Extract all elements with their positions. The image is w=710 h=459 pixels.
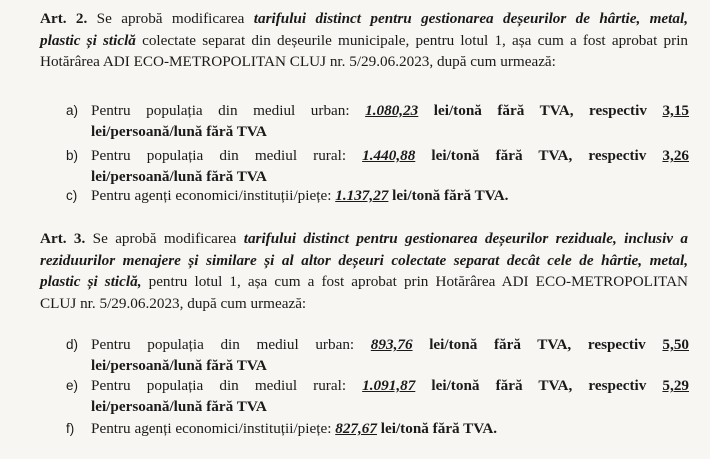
article-3-label: Art. 3. bbox=[40, 230, 86, 247]
price-per-ton: 893,76 bbox=[370, 336, 413, 353]
article-2-intro: Art. 2. Se aprobă modificarea tarifului distinct pentru gestionarea deșeurilor de hârtie, metal, plastic și sticlă colectate separat din deșeurile municipale, pentru lotul 1, așa cum a fost aprobat prin Hotărârea ADI ECO-METROPOLITAN CLUJ nr. 5/29.06.2023, după cum urmează: bbox=[40, 10, 689, 70]
article-3-intro: Art. 3. Se aprobă modificarea tarifului distinct pentru gestionarea deșeurilor reziduale, inclusiv a reziduurilor menajere și similare și al altor deșeuri colectate separat decât cele de hârtie, metal, plastic și sticlă, pentru lotul 1, așa cum a fost aprobat prin Hotărârea ADI ECO-METROPOLITAN CLUJ nr. 5/29.06.2023, după cum urmează: bbox=[40, 230, 689, 312]
list-marker: b) bbox=[66, 148, 79, 163]
list-marker: d) bbox=[66, 337, 79, 352]
list-marker: c) bbox=[66, 188, 78, 203]
list-marker: a) bbox=[66, 103, 79, 118]
list-marker: e) bbox=[66, 378, 79, 393]
article-3-subject: tarifului distinct pentru gestionarea deșeurilor reziduale, inclusiv a bbox=[243, 230, 688, 247]
price-per-ton: 1.137,27 bbox=[335, 187, 389, 204]
price-per-person: 5,29 bbox=[662, 377, 689, 394]
price-per-ton: 1.440,88 bbox=[362, 147, 416, 164]
price-per-ton: 827,67 bbox=[335, 420, 377, 437]
price-per-person: 3,26 bbox=[662, 147, 689, 164]
price-per-ton: 1.091,87 bbox=[362, 377, 416, 394]
price-per-ton: 1.080,23 bbox=[365, 102, 419, 119]
article-2-label: Art. 2. bbox=[40, 10, 88, 27]
article-2-subject: tarifului distinct pentru gestionarea deșeurilor de hârtie, metal, bbox=[253, 10, 688, 27]
list-marker: f) bbox=[66, 421, 75, 436]
document-page: Art. 2. Se aprobă modificarea tarifului distinct pentru gestionarea deșeurilor de hârtie, metal, plastic și sticlă colectate separat din deșeurile municipale, pentru lotul 1, așa cum a fost aprobat prin Hotărârea ADI ECO-METROPOLITAN CLUJ nr. 5/29.06.2023, după cum urmează: a) Pentru populația din mediul urban: 1.080,23 lei/tonă fără TVA, respectiv 3,15 lei/persoană/lună fără TVA b) Pentru populația din mediul rural: 1.440,88 lei/tonă fără TVA, respectiv 3,26 lei/persoană/lună fără TVA c) Pentru agenți economici/instituții/piețe: 1.137,27 lei/tonă fără TVA. Art. 3. Se aprobă modificarea tarifului distinct pentru gestionarea deșeurilor reziduale, inclusiv a reziduurilor menajere și similare și al altor deșeuri colectate separat decât cele de hârtie, metal, plastic și sticlă, pentru lotul 1, așa cum a fost aprobat prin Hotărârea ADI ECO-METROPOLITAN CLUJ nr. 5/29.06.2023, după cum urmează: d) Pentru populația din mediul urban: 893,76 lei/tonă fără TVA, respectiv 5,50 lei/persoană/lună fără TVA e) Pentru populația din mediul rural: 1.091,87 lei/tonă fără TVA, respectiv 5,29 lei/persoană/lună fără TVA f) Pentru agenți economici/instituții/piețe: 827,67 lei/tonă fără TVA. bbox=[40, 10, 690, 437]
price-per-person: 3,15 bbox=[662, 102, 690, 119]
price-per-person: 5,50 bbox=[662, 336, 689, 353]
